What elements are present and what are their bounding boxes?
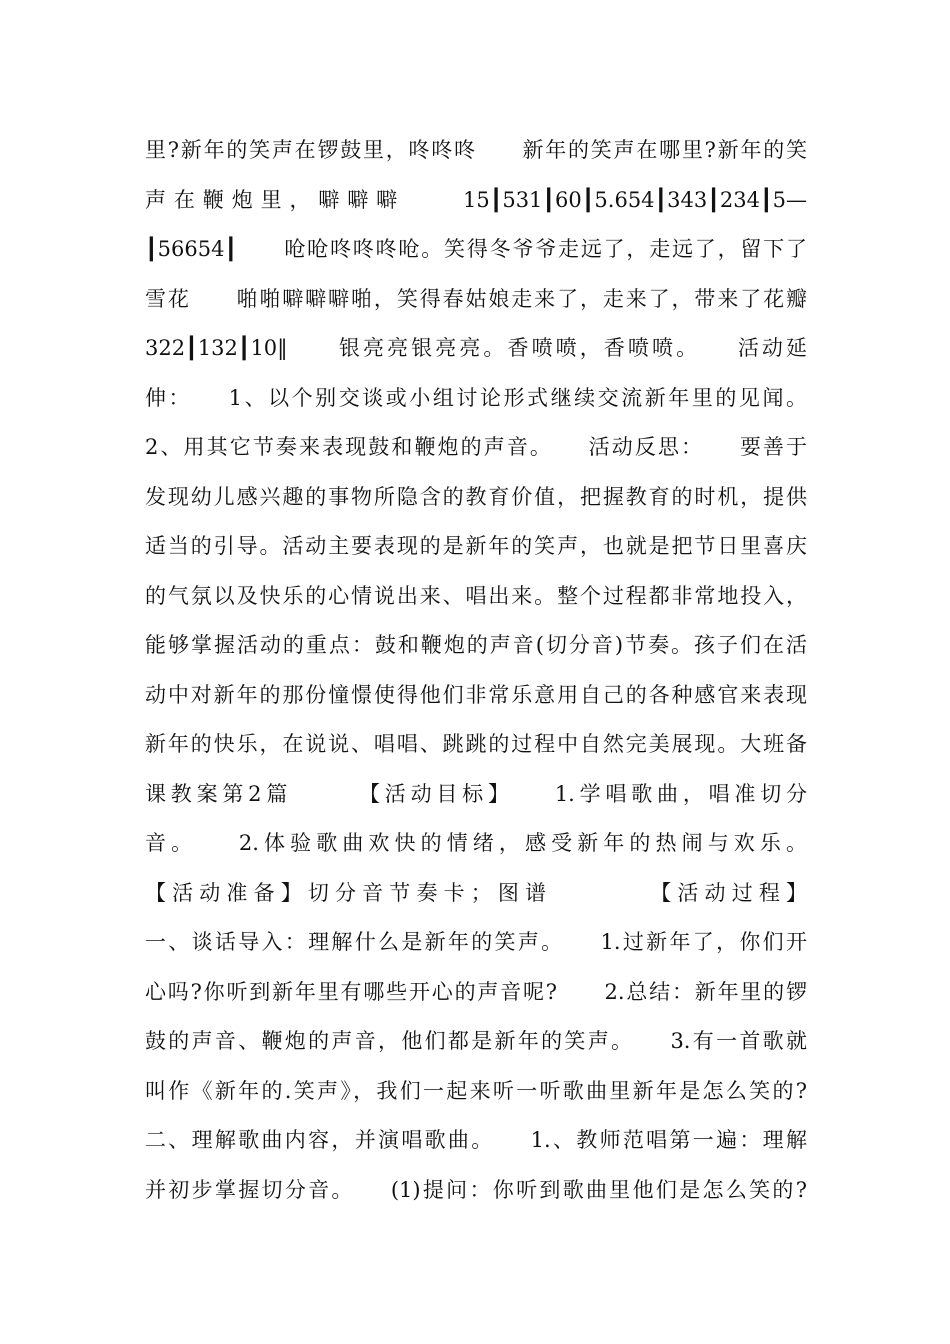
text-line-20: 叫作《新年的.笑声》，我们一起来听一听歌曲里新年是怎么笑的? bbox=[145, 1078, 807, 1103]
text-line-15: 音。 2.体验歌曲欢快的情绪，感受新年的热闹与欢乐。 bbox=[145, 831, 807, 855]
text-line-8: 发现幼儿感兴趣的事物所隐含的教育价值，把握教育的时机，提供 bbox=[145, 484, 807, 509]
text-line-19: 鼓的声音、鞭炮的声音，他们都是新年的笑声。 3.有一首歌就 bbox=[145, 1029, 807, 1053]
text-line-14: 课教案第2篇 【活动目标】 1.学唱歌曲，唱准切分 bbox=[145, 781, 807, 806]
text-line-2: 声在鞭炮里，噼噼噼 15┃531┃60┃5.654┃343┃234┃5— bbox=[145, 187, 807, 212]
text-line-9: 适当的引导。活动主要表现的是新年的笑声，也就是把节日里喜庆 bbox=[145, 534, 807, 558]
text-line-16: 【活动准备】切分音节奏卡；图谱 【活动过程】 bbox=[145, 880, 807, 905]
text-line-22: 并初步掌握切分音。 (1)提问：你听到歌曲里他们是怎么笑的? bbox=[145, 1177, 807, 1202]
text-line-7: 2、用其它节奏来表现鼓和鞭炮的声音。 活动反思： 要善于 bbox=[145, 435, 807, 459]
text-line-5: 322┃132┃10‖ 银亮亮银亮亮。香喷喷，香喷喷。 活动延 bbox=[145, 336, 807, 360]
text-line-18: 心吗?你听到新年里有哪些开心的声音呢? 2.总结：新年里的锣 bbox=[145, 979, 807, 1004]
text-line-10: 的气氛以及快乐的心情说出来、唱出来。整个过程都非常地投入， bbox=[145, 583, 807, 608]
text-line-17: 一、谈话导入：理解什么是新年的笑声。 1.过新年了，你们开 bbox=[145, 930, 807, 954]
text-line-3: ┃56654┃ 呛呛咚咚咚呛。笑得冬爷爷走远了，走远了，留下了 bbox=[145, 237, 807, 261]
text-line-13: 新年的快乐，在说说、唱唱、跳跳的过程中自然完美展现。大班备 bbox=[145, 732, 807, 756]
text-line-12: 动中对新年的那份憧憬使得他们非常乐意用自己的各种感官来表现 bbox=[145, 682, 807, 707]
text-line-11: 能够掌握活动的重点：鼓和鞭炮的声音(切分音)节奏。孩子们在活 bbox=[145, 633, 807, 657]
text-line-1: 里?新年的笑声在锣鼓里，咚咚咚 新年的笑声在哪里?新年的笑 bbox=[145, 138, 807, 162]
text-line-21: 二、理解歌曲内容，并演唱歌曲。 1.、教师范唱第一遍：理解 bbox=[145, 1128, 807, 1152]
body-text bbox=[145, 126, 807, 1215]
text-line-4: 雪花 啪啪噼噼噼啪，笑得春姑娘走来了，走来了，带来了花瓣 bbox=[145, 286, 807, 311]
text-line-6: 伸： 1、以个别交谈或小组讨论形式继续交流新年里的见闻。 bbox=[145, 385, 807, 410]
